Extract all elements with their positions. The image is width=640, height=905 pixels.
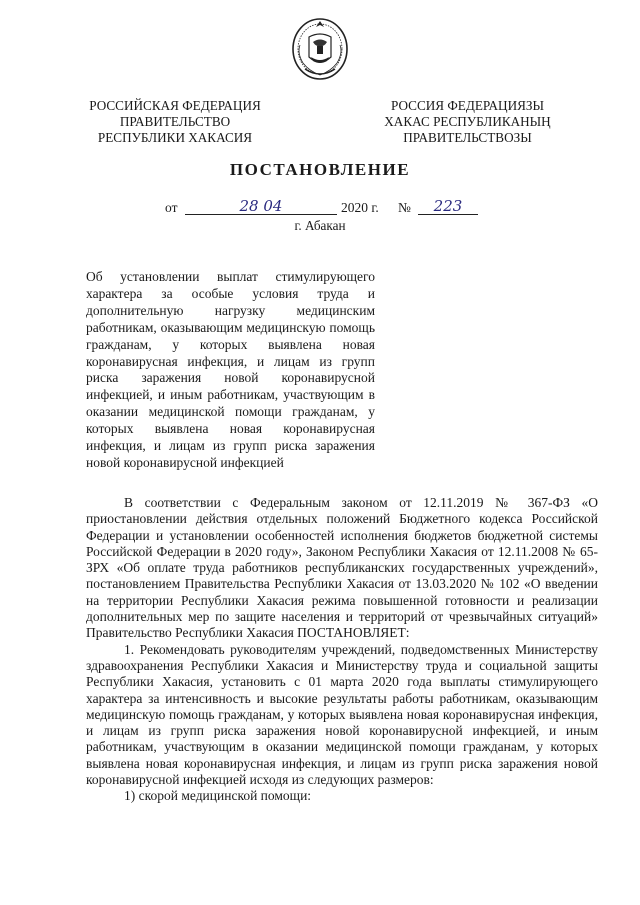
header-left-line-2: ПРАВИТЕЛЬСТВО (119, 114, 231, 129)
body-paragraph-preamble: В соответствии с Федеральным законом от 12.11.2019 № 367-ФЗ «О приостановлении действия отдельных положений Бюджетного кодекса Российской Федерации и установлении особенностей исполнения бюджетов бюджетной системы Российской Федерации в 2020 году», Законом Республики Хакасия от 12.11.2008 № 65-ЗРХ «Об оплате труда работников республиканских государственных учреждений», постановлением Правительства Республики Хакасия от 13.03.2020 № 102 «О введении на территории Республики Хакасия режима повышенной готовности и реализации дополнительных мер по защите населения и территорий от чрезвычайных ситуаций» Правительство Республики Хакасия ПОСТАНОВЛЯЕТ: (86, 495, 598, 641)
handwritten-number: 223 (418, 198, 478, 215)
header-left-line-3: РЕСПУБЛИКИ ХАКАСИЯ (97, 130, 253, 145)
date-from-label: от (165, 200, 178, 215)
document-body (86, 495, 598, 805)
date-number-line (0, 197, 640, 220)
header-right-line-2: ХАКАС РЕСПУБЛИКАНЫҢ (384, 114, 551, 129)
document-title: ПОСТАНОВЛЕНИЕ (229, 160, 411, 179)
handwritten-date: 28 04 (185, 198, 337, 215)
body-paragraph-subitem-1: 1) скорой медицинской помощи: (124, 788, 312, 804)
coat-of-arms-emblem (291, 17, 349, 81)
document-subject: Об установлении выплат стимулирующего характера за особые условия труда и дополнительную нагрузку медицинским работникам, оказывающим медицинскую помощь гражданам, у которых выявлена новая коронавирусная инфекция, и лицам из групп риска заражения новой коронавирусной инфекцией, и иным работникам, участвующим в оказании медицинской помощи гражданам, у которых выявлена новая коронавирусная инфекция, и лицам из групп риска заражения новой коронавирусной инфекцией (86, 269, 375, 470)
date-year: 2020 г. (341, 200, 379, 215)
header-left-ru (80, 98, 270, 146)
header-left-line-1: РОССИЙСКАЯ ФЕДЕРАЦИЯ (89, 98, 261, 113)
header-right-line-1: РОССИЯ ФЕДЕРАЦИЯЗЫ (390, 98, 545, 113)
header-right-khakas (370, 98, 565, 146)
number-label: № (398, 200, 411, 215)
header-right-line-3: ПРАВИТЕЛЬСТВОЗЫ (403, 130, 532, 145)
city-label: г. Абакан (294, 218, 346, 233)
body-paragraph-item-1: 1. Рекомендовать руководителям учреждений, подведомственных Министерству здравоохранения Республики Хакасия и Министерству труда и социальной защиты Республики Хакасия, установить с 01 марта 2020 года выплаты стимулирующего характера за интенсивность и высокие результаты работы работникам, оказывающим медицинскую помощь гражданам, у которых выявлена новая коронавирусная инфекция, и лицам из групп риска заражения новой коронавирусной инфекцией, и иным работникам, участвующим в оказании медицинской помощи гражданам, у которых выявлена новая коронавирусная инфекция, и лицам из групп риска заражения новой коронавирусной инфекцией исходя из следующих размеров: (86, 641, 598, 788)
